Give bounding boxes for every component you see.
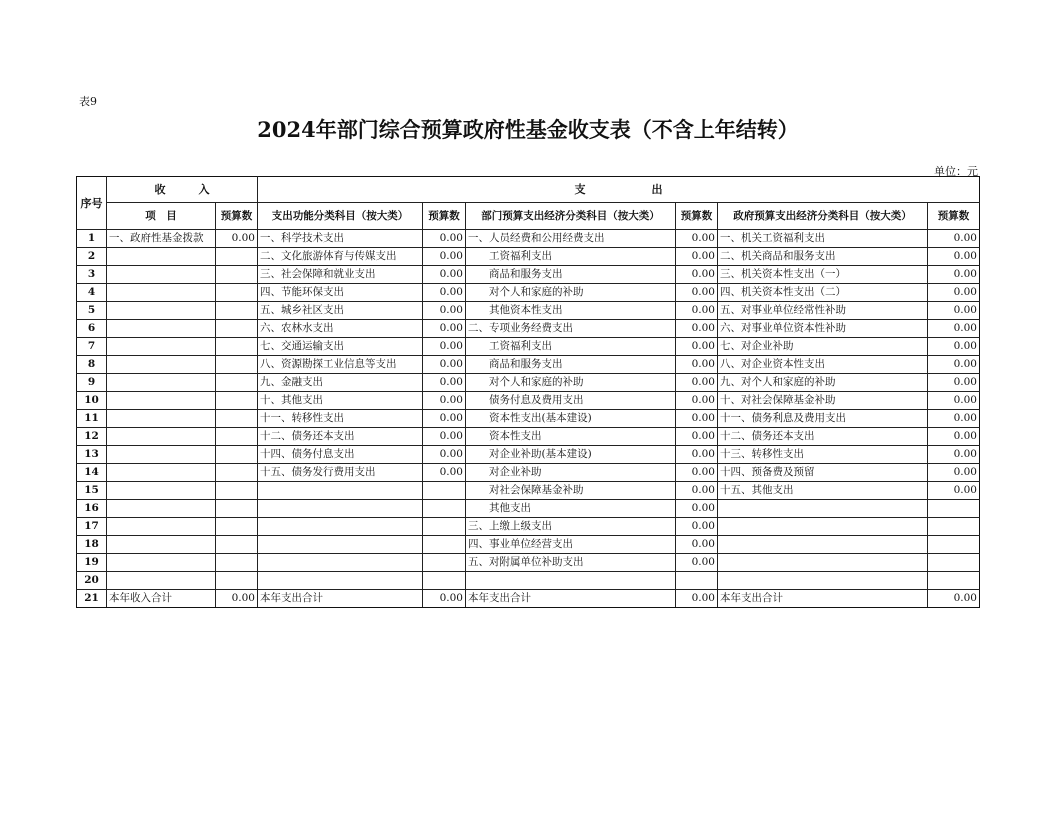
dept-amount-cell: 0.00 (676, 410, 718, 428)
row-number: 6 (77, 320, 107, 338)
gov-amount-cell: 0.00 (928, 248, 980, 266)
income-amount-cell (216, 500, 258, 518)
dept-amount-cell (676, 572, 718, 590)
func-amount-cell (423, 536, 466, 554)
table-row (77, 374, 980, 392)
func-class-cell: 七、交通运输支出 (258, 338, 423, 356)
income-amount-cell (216, 554, 258, 572)
income-amount-cell: 0.00 (216, 230, 258, 248)
table-row (77, 536, 980, 554)
gov-amount-cell: 0.00 (928, 428, 980, 446)
gov-amount-header: 预算数 (928, 203, 980, 230)
gov-econ-header: 政府预算支出经济分类科目（按大类） (718, 203, 928, 230)
income-item-cell (107, 248, 216, 266)
gov-econ-cell: 二、机关商品和服务支出 (718, 248, 928, 266)
table-row (77, 338, 980, 356)
gov-econ-cell: 四、机关资本性支出（二） (718, 284, 928, 302)
gov-econ-cell: 八、对企业资本性支出 (718, 356, 928, 374)
func-class-cell: 十四、债务付息支出 (258, 446, 423, 464)
dept-amount-cell: 0.00 (676, 284, 718, 302)
total-row (77, 590, 980, 608)
income-item-cell (107, 500, 216, 518)
income-amount-cell (216, 338, 258, 356)
budget-table (76, 176, 980, 608)
dept-econ-cell: 工资福利支出 (466, 338, 676, 356)
func-class-cell: 十二、债务还本支出 (258, 428, 423, 446)
row-number: 11 (77, 410, 107, 428)
func-amount-header: 预算数 (423, 203, 466, 230)
func-class-cell (258, 482, 423, 500)
dept-econ-cell: 商品和服务支出 (466, 266, 676, 284)
dept-econ-cell: 商品和服务支出 (466, 356, 676, 374)
gov-econ-cell (718, 572, 928, 590)
row-number: 21 (77, 590, 107, 608)
func-amount-cell (423, 572, 466, 590)
income-amount-cell (216, 518, 258, 536)
gov-amount-cell (928, 518, 980, 536)
income-header: 收 入 (107, 177, 258, 203)
func-amount-cell: 0.00 (423, 446, 466, 464)
table-row (77, 230, 980, 248)
dept-econ-cell: 对个人和家庭的补助 (466, 374, 676, 392)
seq-header: 序号 (77, 177, 107, 230)
gov-amount-cell: 0.00 (928, 284, 980, 302)
dept-amount-cell: 0.00 (676, 590, 718, 608)
func-amount-cell: 0.00 (423, 266, 466, 284)
func-amount-cell: 0.00 (423, 374, 466, 392)
income-item-cell (107, 410, 216, 428)
income-item-cell (107, 554, 216, 572)
row-number: 13 (77, 446, 107, 464)
income-amount-cell (216, 320, 258, 338)
func-amount-cell: 0.00 (423, 248, 466, 266)
table-row (77, 248, 980, 266)
func-amount-cell: 0.00 (423, 230, 466, 248)
income-amount-cell (216, 248, 258, 266)
dept-amount-cell: 0.00 (676, 428, 718, 446)
row-number: 19 (77, 554, 107, 572)
table-row (77, 410, 980, 428)
dept-econ-cell: 对企业补助 (466, 464, 676, 482)
row-number: 9 (77, 374, 107, 392)
gov-econ-cell (718, 536, 928, 554)
gov-amount-cell: 0.00 (928, 392, 980, 410)
row-number: 2 (77, 248, 107, 266)
gov-econ-cell: 十二、债务还本支出 (718, 428, 928, 446)
func-amount-cell: 0.00 (423, 464, 466, 482)
gov-econ-cell (718, 518, 928, 536)
gov-econ-cell: 一、机关工资福利支出 (718, 230, 928, 248)
income-item-cell (107, 338, 216, 356)
income-amount-cell (216, 374, 258, 392)
gov-econ-cell: 十三、转移性支出 (718, 446, 928, 464)
income-amount-cell (216, 536, 258, 554)
func-class-cell: 二、文化旅游体育与传媒支出 (258, 248, 423, 266)
header-row-top (77, 177, 980, 203)
row-number: 20 (77, 572, 107, 590)
dept-amount-cell: 0.00 (676, 392, 718, 410)
func-amount-cell: 0.00 (423, 428, 466, 446)
table-row (77, 266, 980, 284)
gov-econ-cell (718, 500, 928, 518)
dept-econ-cell (466, 572, 676, 590)
gov-amount-cell (928, 536, 980, 554)
gov-econ-cell: 三、机关资本性支出（一） (718, 266, 928, 284)
row-number: 14 (77, 464, 107, 482)
dept-amount-cell: 0.00 (676, 320, 718, 338)
header-row-sub (77, 203, 980, 230)
dept-econ-cell: 四、事业单位经营支出 (466, 536, 676, 554)
func-class-cell (258, 500, 423, 518)
func-class-cell: 十五、债务发行费用支出 (258, 464, 423, 482)
income-item-cell (107, 266, 216, 284)
func-amount-cell (423, 554, 466, 572)
row-number: 12 (77, 428, 107, 446)
dept-econ-cell: 资本性支出(基本建设) (466, 410, 676, 428)
income-item-cell (107, 392, 216, 410)
gov-amount-cell (928, 500, 980, 518)
func-class-cell: 四、节能环保支出 (258, 284, 423, 302)
income-item-cell (107, 536, 216, 554)
dept-amount-cell: 0.00 (676, 374, 718, 392)
table-row (77, 554, 980, 572)
table-row (77, 392, 980, 410)
func-amount-cell (423, 482, 466, 500)
gov-amount-cell (928, 554, 980, 572)
dept-amount-cell: 0.00 (676, 446, 718, 464)
gov-econ-cell: 六、对事业单位资本性补助 (718, 320, 928, 338)
dept-econ-cell: 本年支出合计 (466, 590, 676, 608)
dept-amount-cell: 0.00 (676, 356, 718, 374)
dept-amount-cell: 0.00 (676, 536, 718, 554)
dept-econ-cell: 三、上缴上级支出 (466, 518, 676, 536)
income-item-cell (107, 446, 216, 464)
dept-econ-header: 部门预算支出经济分类科目（按大类） (466, 203, 676, 230)
table-row (77, 356, 980, 374)
income-item-header: 项 目 (107, 203, 216, 230)
row-number: 5 (77, 302, 107, 320)
dept-amount-cell: 0.00 (676, 230, 718, 248)
gov-econ-cell: 五、对事业单位经常性补助 (718, 302, 928, 320)
func-class-cell: 三、社会保障和就业支出 (258, 266, 423, 284)
gov-amount-cell: 0.00 (928, 302, 980, 320)
income-amount-cell (216, 302, 258, 320)
gov-econ-cell: 十四、预备费及预留 (718, 464, 928, 482)
gov-amount-cell (928, 572, 980, 590)
gov-amount-cell: 0.00 (928, 464, 980, 482)
row-number: 8 (77, 356, 107, 374)
income-amount-header: 预算数 (216, 203, 258, 230)
func-amount-cell: 0.00 (423, 410, 466, 428)
gov-econ-cell: 九、对个人和家庭的补助 (718, 374, 928, 392)
row-number: 16 (77, 500, 107, 518)
gov-amount-cell: 0.00 (928, 482, 980, 500)
row-number: 15 (77, 482, 107, 500)
unit-label: 单位：元 (934, 165, 978, 178)
income-amount-cell (216, 482, 258, 500)
table-row (77, 482, 980, 500)
dept-amount-cell: 0.00 (676, 482, 718, 500)
func-class-cell (258, 554, 423, 572)
dept-econ-cell: 对社会保障基金补助 (466, 482, 676, 500)
dept-econ-cell: 工资福利支出 (466, 248, 676, 266)
dept-econ-cell: 其他资本性支出 (466, 302, 676, 320)
dept-econ-cell: 二、专项业务经费支出 (466, 320, 676, 338)
gov-amount-cell: 0.00 (928, 230, 980, 248)
income-item-cell (107, 374, 216, 392)
func-class-cell: 十、其他支出 (258, 392, 423, 410)
table-row (77, 284, 980, 302)
func-class-cell (258, 536, 423, 554)
dept-amount-cell: 0.00 (676, 248, 718, 266)
dept-amount-cell: 0.00 (676, 500, 718, 518)
gov-econ-cell: 本年支出合计 (718, 590, 928, 608)
func-class-cell: 五、城乡社区支出 (258, 302, 423, 320)
expense-header: 支 出 (258, 177, 980, 203)
func-amount-cell: 0.00 (423, 302, 466, 320)
income-amount-cell (216, 356, 258, 374)
func-class-cell: 六、农林水支出 (258, 320, 423, 338)
dept-amount-cell: 0.00 (676, 266, 718, 284)
table-row (77, 518, 980, 536)
func-amount-cell (423, 500, 466, 518)
table-row (77, 320, 980, 338)
gov-amount-cell: 0.00 (928, 374, 980, 392)
dept-amount-cell: 0.00 (676, 302, 718, 320)
table-number: 表9 (79, 95, 97, 108)
gov-econ-cell (718, 554, 928, 572)
func-class-header: 支出功能分类科目（按大类） (258, 203, 423, 230)
table-row (77, 428, 980, 446)
func-amount-cell: 0.00 (423, 284, 466, 302)
func-class-cell: 十一、转移性支出 (258, 410, 423, 428)
dept-econ-cell: 对企业补助(基本建设) (466, 446, 676, 464)
table-row (77, 302, 980, 320)
func-amount-cell: 0.00 (423, 320, 466, 338)
dept-econ-cell: 对个人和家庭的补助 (466, 284, 676, 302)
table-row (77, 464, 980, 482)
income-amount-cell (216, 464, 258, 482)
gov-amount-cell: 0.00 (928, 446, 980, 464)
dept-amount-cell: 0.00 (676, 554, 718, 572)
income-item-cell (107, 572, 216, 590)
table-row (77, 572, 980, 590)
func-amount-cell: 0.00 (423, 392, 466, 410)
row-number: 7 (77, 338, 107, 356)
row-number: 1 (77, 230, 107, 248)
dept-econ-cell: 债务付息及费用支出 (466, 392, 676, 410)
table-row (77, 446, 980, 464)
func-class-cell: 九、金融支出 (258, 374, 423, 392)
gov-amount-cell: 0.00 (928, 590, 980, 608)
income-item-cell (107, 482, 216, 500)
gov-amount-cell: 0.00 (928, 266, 980, 284)
income-item-cell (107, 356, 216, 374)
func-amount-cell: 0.00 (423, 590, 466, 608)
dept-amount-cell: 0.00 (676, 518, 718, 536)
income-amount-cell: 0.00 (216, 590, 258, 608)
income-item-cell (107, 428, 216, 446)
func-class-cell: 一、科学技术支出 (258, 230, 423, 248)
func-class-cell (258, 518, 423, 536)
dept-amount-cell: 0.00 (676, 464, 718, 482)
row-number: 17 (77, 518, 107, 536)
income-amount-cell (216, 446, 258, 464)
income-amount-cell (216, 428, 258, 446)
func-amount-cell (423, 518, 466, 536)
income-amount-cell (216, 266, 258, 284)
dept-amount-cell: 0.00 (676, 338, 718, 356)
row-number: 4 (77, 284, 107, 302)
row-number: 3 (77, 266, 107, 284)
row-number: 18 (77, 536, 107, 554)
gov-econ-cell: 十五、其他支出 (718, 482, 928, 500)
dept-econ-cell: 其他支出 (466, 500, 676, 518)
table-row (77, 500, 980, 518)
income-amount-cell (216, 392, 258, 410)
dept-econ-cell: 五、对附属单位补助支出 (466, 554, 676, 572)
gov-econ-cell: 十、对社会保障基金补助 (718, 392, 928, 410)
gov-amount-cell: 0.00 (928, 338, 980, 356)
func-amount-cell: 0.00 (423, 338, 466, 356)
income-item-cell (107, 284, 216, 302)
income-amount-cell (216, 284, 258, 302)
dept-econ-cell: 资本性支出 (466, 428, 676, 446)
row-number: 10 (77, 392, 107, 410)
income-item-cell (107, 302, 216, 320)
income-item-cell: 一、政府性基金拨款 (107, 230, 216, 248)
dept-amount-header: 预算数 (676, 203, 718, 230)
gov-amount-cell: 0.00 (928, 410, 980, 428)
income-item-cell (107, 518, 216, 536)
income-item-cell: 本年收入合计 (107, 590, 216, 608)
gov-amount-cell: 0.00 (928, 320, 980, 338)
income-amount-cell (216, 572, 258, 590)
page-title: 2024年部门综合预算政府性基金收支表（不含上年结转） (257, 117, 799, 142)
gov-econ-cell: 七、对企业补助 (718, 338, 928, 356)
gov-amount-cell: 0.00 (928, 356, 980, 374)
func-amount-cell: 0.00 (423, 356, 466, 374)
gov-econ-cell: 十一、债务利息及费用支出 (718, 410, 928, 428)
income-amount-cell (216, 410, 258, 428)
dept-econ-cell: 一、人员经费和公用经费支出 (466, 230, 676, 248)
func-class-cell: 八、资源勘探工业信息等支出 (258, 356, 423, 374)
func-class-cell: 本年支出合计 (258, 590, 423, 608)
func-class-cell (258, 572, 423, 590)
income-item-cell (107, 464, 216, 482)
income-item-cell (107, 320, 216, 338)
